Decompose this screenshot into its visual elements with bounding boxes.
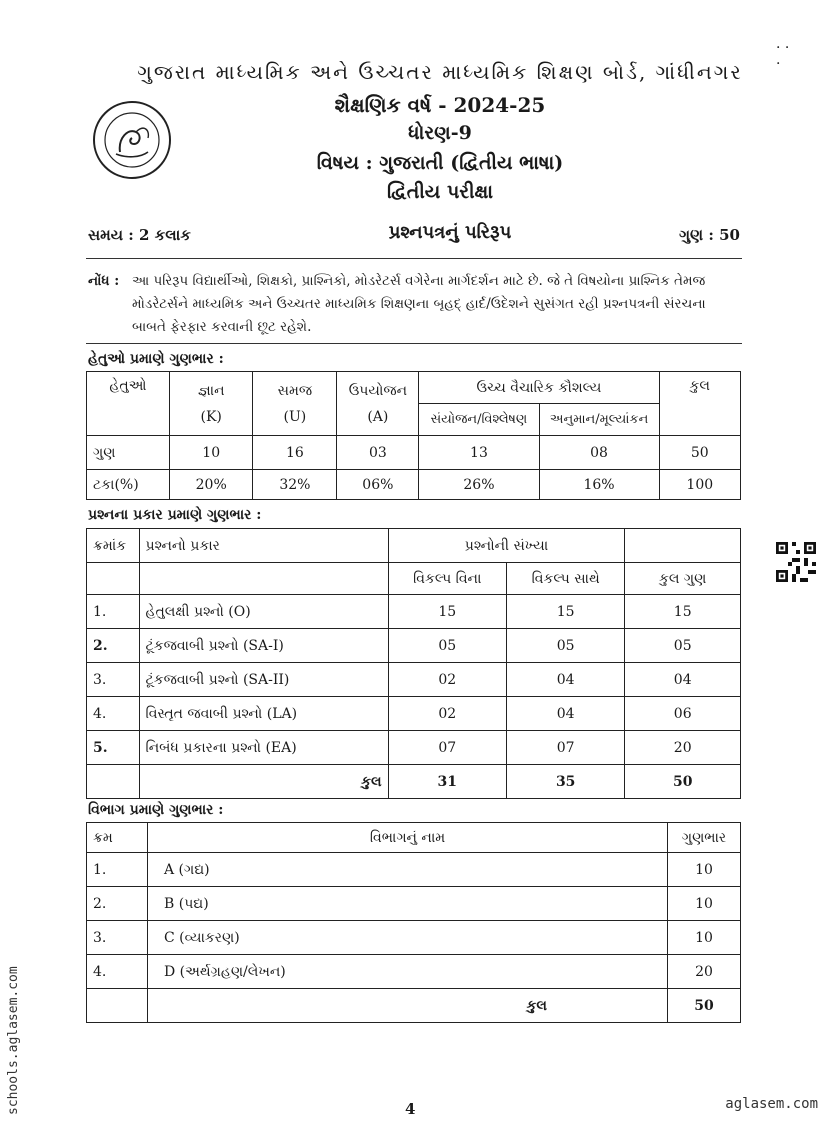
total-marks: ગુણ : 50 [679, 226, 740, 244]
objectives-header-cell: કુલ [659, 372, 740, 436]
table-cell: 10 [668, 853, 741, 887]
table-cell: 16 [253, 436, 337, 470]
total-row [87, 989, 741, 1023]
time-duration: સમય : 2 કલાક [88, 226, 191, 244]
table-row [87, 731, 741, 765]
table-cell: 04 [625, 663, 741, 697]
qtypes-header-cell: ક્રમાંક [87, 529, 140, 563]
qtypes-header-cell: પ્રશ્નનો પ્રકાર [139, 529, 388, 563]
total-row [87, 765, 741, 799]
table-cell: 2. [87, 887, 148, 921]
table-cell: 05 [388, 629, 506, 663]
table-cell: 2. [87, 629, 140, 663]
table-row [87, 436, 741, 470]
objectives-header-cell: જ્ઞાન (K) [169, 372, 253, 436]
table-cell: 4. [87, 697, 140, 731]
note-label: નોંધ : [88, 273, 120, 289]
table-cell: 05 [506, 629, 624, 663]
table-row [87, 470, 741, 500]
table-cell: કુલ [148, 989, 668, 1023]
table-row [87, 595, 741, 629]
sections-header-cell: ક્રમ [87, 823, 148, 853]
table-cell: 04 [506, 697, 624, 731]
table-cell: 20% [169, 470, 253, 500]
objectives-header-cell: સમજ (U) [253, 372, 337, 436]
note [88, 270, 740, 339]
table-cell: 02 [388, 697, 506, 731]
sections-header-cell: વિભાગનું નામ [148, 823, 668, 853]
table-cell: 03 [337, 436, 419, 470]
table-cell: 13 [419, 436, 539, 470]
table-cell: C (વ્યાકરણ) [148, 921, 668, 955]
table-cell: 15 [625, 595, 741, 629]
table-cell: B (પદ્ય) [148, 887, 668, 921]
table-cell: કુલ [139, 765, 388, 799]
table-row [87, 887, 741, 921]
table-cell: 3. [87, 663, 140, 697]
table-cell: 10 [668, 887, 741, 921]
academic-year: શૈક્ષણિક વર્ષ - 2024-25 [334, 93, 546, 117]
standard: ધોરણ-9 [408, 122, 472, 144]
table-cell: વિસ્તૃત જવાબી પ્રશ્નો (LA) [139, 697, 388, 731]
table-cell: 31 [388, 765, 506, 799]
page-number: 4 [405, 1100, 416, 1118]
table-cell: 06 [625, 697, 741, 731]
table-cell: 35 [506, 765, 624, 799]
table-cell: ટૂંકજવાબી પ્રશ્નો (SA-I) [139, 629, 388, 663]
table-row [87, 853, 741, 887]
table-cell: 16% [539, 470, 659, 500]
objectives-table [86, 371, 741, 500]
table-cell: 10 [169, 436, 253, 470]
table-cell: 4. [87, 955, 148, 989]
note-text: આ પરિરૂપ વિદ્યાર્થીઓ, શિક્ષકો, પ્રાશ્નિકો, મોડરેટર્સ વગેરેના માર્ગદર્શન માટે છે. જે તે વિષયોના પ્રાશ્નિક તેમજ મોડરેટર્સને માધ્યમિક અને ઉચ્ચતર માધ્યમિક શિક્ષણના બૃહદ્ હાર્દ/ઉદેશને સુસંગત રહી પ્રશ્નપત્રની સંરચના બાબતે ફેરફાર કરવાની છૂટ રહેશે. [132, 273, 706, 335]
blueprint-title: પ્રશ્નપત્રનું પરિરૂપ [388, 222, 512, 243]
table-cell: 06% [337, 470, 419, 500]
sections-table [86, 822, 741, 1023]
table-cell: 05 [625, 629, 741, 663]
qtypes-title: પ્રશ્નના પ્રકાર પ્રમાણે ગુણભાર : [88, 507, 262, 523]
table-row [87, 629, 741, 663]
exam-name: દ્વિતીય પરીક્ષા [387, 181, 493, 203]
objectives-header-cell: હેતુઓ [87, 372, 170, 436]
table-cell: 07 [388, 731, 506, 765]
objectives-header-cell: અનુમાન/મૂલ્યાંકન [539, 404, 659, 436]
table-cell: ટકા(%) [87, 470, 170, 500]
table-row [87, 921, 741, 955]
table-cell: 07 [506, 731, 624, 765]
table-cell: 3. [87, 921, 148, 955]
side-watermark-url: schools.aglasem.com [6, 966, 21, 1115]
table-cell: 50 [668, 989, 741, 1023]
qtypes-header-cell: પ્રશ્નોની સંખ્યા [388, 529, 625, 563]
table-cell: 1. [87, 853, 148, 887]
table-cell: 04 [506, 663, 624, 697]
corner-marks: · · · [776, 40, 790, 72]
table-row [87, 955, 741, 989]
sections-header-cell: ગુણભાર [668, 823, 741, 853]
board-name: ગુજરાત માધ્યમિક અને ઉચ્ચતર માધ્યમિક શિક્ષણ બોર્ડ, ગાંધીનગર [137, 60, 743, 84]
subject: વિષય : ગુજરાતી (દ્વિતીય ભાષા) [316, 152, 564, 174]
table-cell: 15 [388, 595, 506, 629]
objectives-header-cell: ઉચ્ચ વૈચારિક કૌશલ્ય [419, 372, 659, 404]
table-cell: 50 [659, 436, 740, 470]
sections-title: વિભાગ પ્રમાણે ગુણભાર : [88, 802, 224, 818]
divider [86, 258, 742, 259]
table-cell: 100 [659, 470, 740, 500]
table-cell: 08 [539, 436, 659, 470]
table-cell: ટૂંકજવાબી પ્રશ્નો (SA-II) [139, 663, 388, 697]
table-row [87, 663, 741, 697]
table-cell: 32% [253, 470, 337, 500]
qtypes-header-cell: વિકલ્પ સાથે [506, 563, 624, 595]
table-cell: હેતુલક્ષી પ્રશ્નો (O) [139, 595, 388, 629]
qtypes-header-cell [625, 529, 741, 563]
objectives-header-cell: ઉપયોજન (A) [337, 372, 419, 436]
objectives-title: હેતુઓ પ્રમાણે ગુણભાર : [88, 351, 224, 367]
table-cell: 10 [668, 921, 741, 955]
table-cell: નિબંધ પ્રકારના પ્રશ્નો (EA) [139, 731, 388, 765]
divider [86, 343, 742, 344]
table-cell: 15 [506, 595, 624, 629]
objectives-header-cell: સંયોજન/વિશ્લેષણ [419, 404, 539, 436]
table-row [87, 697, 741, 731]
qtypes-header-cell: કુલ ગુણ [625, 563, 741, 595]
question-types-table [86, 528, 741, 799]
footer-url: aglasem.com [725, 1096, 818, 1112]
table-cell: A (ગદ્ય) [148, 853, 668, 887]
qr-code-icon [776, 542, 816, 582]
table-cell: 02 [388, 663, 506, 697]
table-cell: 1. [87, 595, 140, 629]
table-cell: ગુણ [87, 436, 170, 470]
table-cell: 50 [625, 765, 741, 799]
table-cell: D (અર્થગ્રહણ/લેખન) [148, 955, 668, 989]
table-cell: 20 [625, 731, 741, 765]
table-cell: 26% [419, 470, 539, 500]
table-cell: 5. [87, 731, 140, 765]
table-cell: 20 [668, 955, 741, 989]
qtypes-header-cell: વિકલ્પ વિના [388, 563, 506, 595]
